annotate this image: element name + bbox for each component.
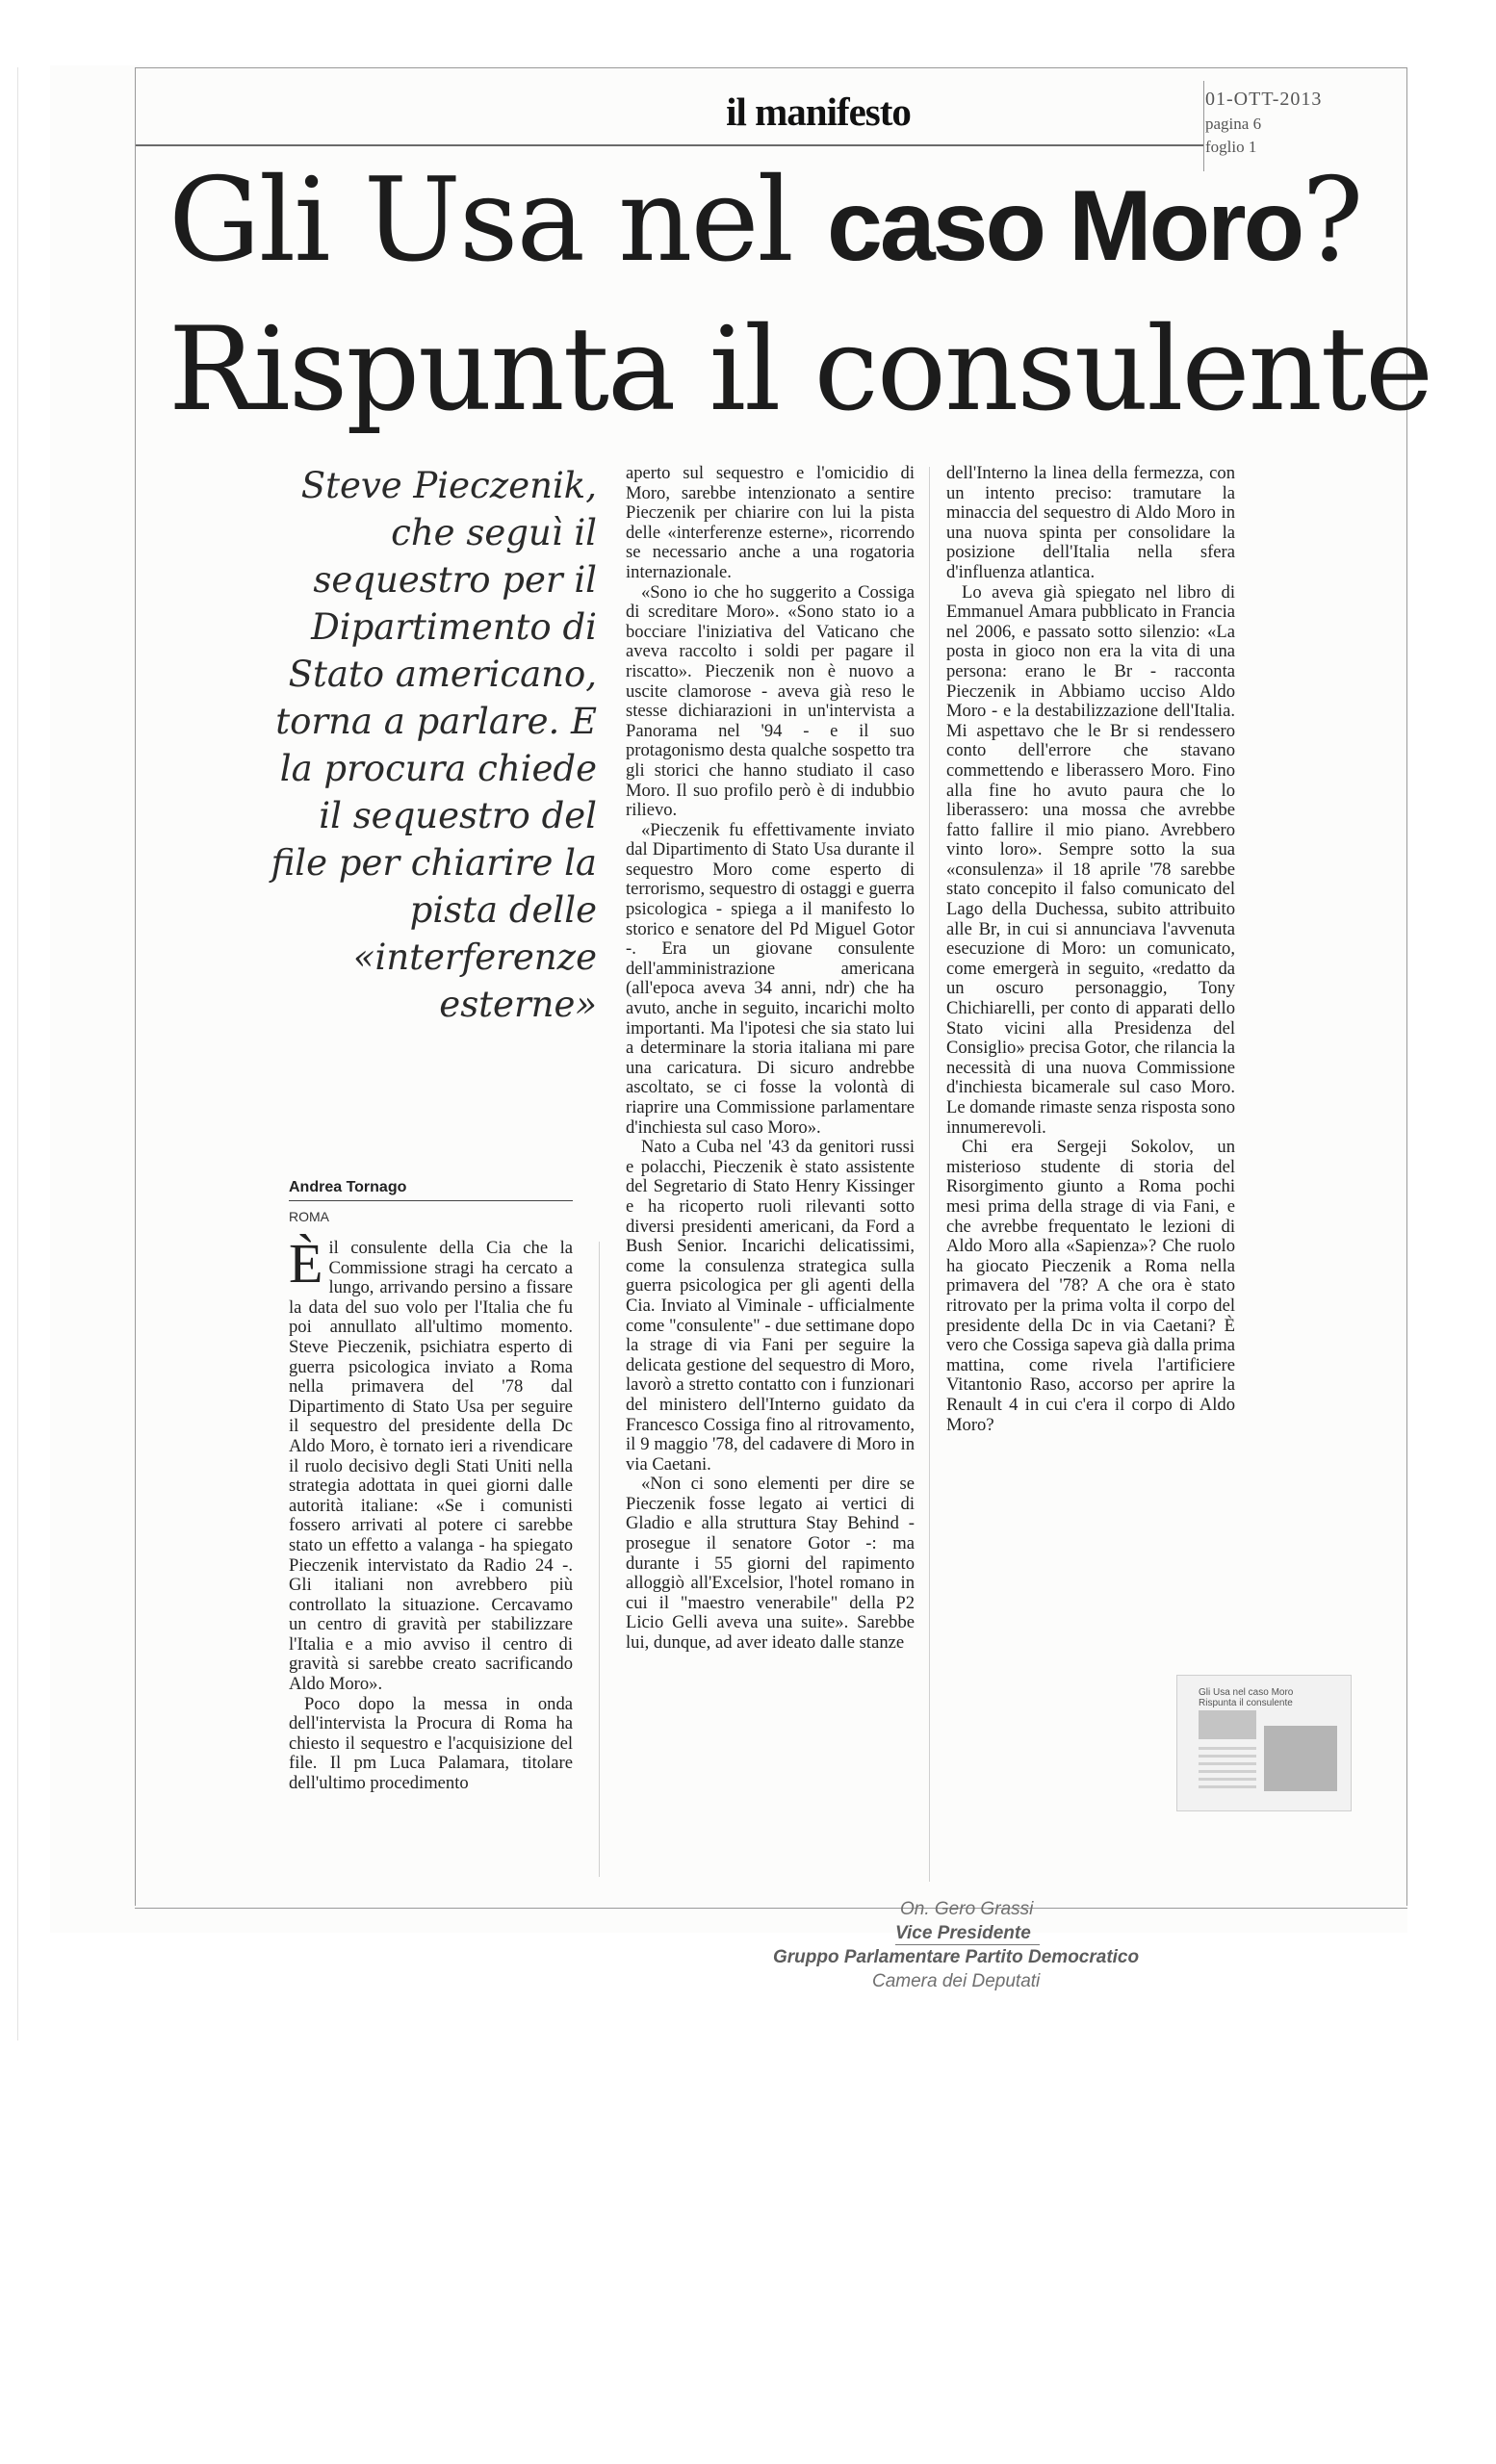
header-rule — [135, 144, 1203, 146]
paragraph-text: il consulente della Cia che la Commissione stragi ha cercato a lungo, arrivando persino a fissare la data del suo volo per l'Italia che fu poi annullato all'ultimo momento. Steve Pieczenik, psichiatra esperto di guerra psicologica inviato a Roma nella primavera del '78 dal Dipartimento di Stato Usa per seguire il sequestro del presidente della Dc Aldo Moro, è tornato ieri a rivendicare il ruolo decisivo degli Stati Uniti nella strategia adottata in quei giorni dalle autorità italiane: «Se i comunisti fossero arrivati al potere ci sarebbe stato un effetto a valanga - ha spiegato Pieczenik intervistato da Radio 24 -. Gli italiani non avrebbero più controllato la situazione. Cercavamo un centro di gravità per stabilizzare l'Italia e a mio avviso il centro di gravità si sarebbe creato sacrificando Aldo Moro». — [289, 1238, 573, 1695]
top-frame-rule — [135, 67, 1407, 68]
thumbnail-text-block — [1199, 1710, 1256, 1739]
paragraph: dell'Interno la linea della fermezza, con un intento preciso: tramutare la minaccia del sequestro di Aldo Moro in una nuova spinta per consolidare la posizione dell'Italia nella sfera d'influenza atlantica. — [946, 463, 1235, 582]
col-divider-2 — [929, 467, 930, 1882]
paragraph: Poco dopo la messa in onda dell'intervista la Procura di Roma ha chiesto il sequestro e l'acquisizione del file. Il pm Luca Palamara, titolare dell'ultimo procedimento — [289, 1693, 573, 1794]
byline-rule — [289, 1200, 573, 1201]
bottom-frame-rule — [135, 1908, 1407, 1909]
stamp-name: On. Gero Grassi — [900, 1899, 1034, 1919]
article-column-2 — [626, 464, 915, 1654]
paragraph: «Non ci sono elementi per dire se Pieczenik fosse legato ai vertici di Gladio e alla struttura Stay Behind - prosegue il senatore Gotor -: ma durante i 55 giorni del rapimento alloggiò all'Excelsior, l'hotel romano in cui il "maestro venerabile" della P2 Licio Gelli aveva una suite». Sarebbe lui, dunque, ad aver ideato dalle stanze — [626, 1474, 915, 1654]
paragraph: Lo aveva già spiegato nel libro di Emmanuel Amara pubblicato in Francia nel 2006, e passato sotto silenzio: «La posta in gioco non era la vita di una persona: erano le Br - racconta Pieczenik in Abbiamo ucciso Aldo Moro - e la destabilizzazione dell'Italia. Mi aspettavo che le Br si rendessero conto dell'errore che stavano commettendo e liberassero Moro. Fino alla fine ho avuto paura che lo liberassero: una mossa che avrebbe fatto fallire il mio piano. Avrebbero vinto loro». Sempre sotto la sua «consulenza» il 18 aprile '78 sarebbe stato concepito il falso comunicato del Lago della Duchessa, subito attribuito alle Br, in cui si annunciava l'avvenuta esecuzione di Moro: un comunicato, come emergerà in seguito, «redatto da un oscuro personaggio, Tony Chichiarelli, per conto di apparati dello Stato vicini alla Presidenza del Consiglio» precisa Gotor, che rilancia la necessità di una nuova Commissione d'inchiesta bicamerale sul caso Moro. Le domande rimaste senza risposta sono innumerevoli. — [946, 581, 1235, 1138]
date-box-left-rule — [1203, 81, 1204, 171]
headline-end: ? — [1302, 154, 1362, 288]
article-column-1 — [289, 1232, 573, 1794]
headline-line-1 — [168, 154, 1420, 288]
paragraph: Chi era Sergeji Sokolov, un misterioso studente di storia del Risorgimento giunto a Roma pochi mesi prima della strage di via Fani, e che avrebbe frequentato le lezioni di Aldo Moro alla «Sapienza»? Che ruolo ha giocato Pieczenik a Roma nella primavera del '78? A che ora è stato ritrovato per la prima volta il corpo del presidente della Dc in via Caetani? È vero che Cossiga sapeva già dalla prima mattina, come rivela l'artificiere Vitantonio Raso, accorso per aprire la Renault 4 in cui c'era il corpo di Aldo Moro? — [946, 1137, 1235, 1435]
stamp-role: Vice Presidente — [895, 1923, 1031, 1943]
paragraph: «Sono io che ho suggerito a Cossiga di screditare Moro». «Sono stato io a bocciare l'iniziativa del Vaticano che aveva raccolto i soldi per pagare il riscatto». Pieczenik non è nuovo a uscite clamorose - aveva già reso le stesse dichiarazioni in un'intervista a Panorama nel '94 - e il suo protagonismo desta qualche sospetto tra gli storici che hanno studiato il caso Moro. Il suo profilo però è di indubbio rilievo. — [626, 581, 915, 821]
publication-date: 01-OTT-2013 — [1205, 89, 1323, 110]
article-deck: Steve Pieczenik, che seguì il sequestro per il Dipartimento di Stato americano, torna a parlare. E la procura chiede il sequestro del file per chiarire la pista delle «interferenze esterne» — [271, 465, 597, 1025]
stamp-house: Camera dei Deputati — [872, 1971, 1041, 1991]
thumbnail-title-line-2: Rispunta il consulente — [1199, 1698, 1293, 1708]
thumbnail-line — [1199, 1778, 1256, 1781]
newspaper-masthead: il manifesto — [726, 90, 911, 134]
paragraph: Nato a Cuba nel '43 da genitori russi e polacchi, Pieczenik è stato assistente del Segretario di Stato Henry Kissinger e ha ricoperto ruoli rilevanti sotto diversi presidenti americani, da Ford a Bush Senior. Incarichi delicatissimi, come la consulenza strategica sulla guerra psicologica per gli agenti della Cia. Inviato al Viminale - ufficialmente come "consulente" - due settimane dopo la strage di via Fani per seguire la delicata gestione del sequestro di Moro, lavorò a stretto contatto con i funzionari del ministero dell'Interno guidato da Francesco Cossiga fino al ritrovamento, il 9 maggio '78, del cadavere di Moro in via Caetani. — [626, 1137, 915, 1475]
thumbnail-line — [1199, 1755, 1256, 1758]
headline-bold: caso Moro — [827, 170, 1303, 282]
left-frame-rule — [135, 67, 136, 1906]
paragraph — [289, 1232, 573, 1695]
thumbnail-line — [1199, 1770, 1256, 1773]
article-column-3 — [946, 464, 1235, 1435]
drop-cap: È — [289, 1232, 323, 1295]
thumbnail-title-line-1: Gli Usa nel caso Moro — [1199, 1687, 1294, 1698]
thumbnail-line — [1199, 1762, 1256, 1765]
byline-place: ROMA — [289, 1209, 329, 1224]
headline-line-2: Rispunta il consulente — [168, 303, 1432, 437]
paragraph: aperto sul sequestro e l'omicidio di Moro, sarebbe intenzionato a sentire Pieczenik per chiarire con lui la pista delle «interferenze esterne», ricorrendo se necessario anche a una rogatoria internazionale. — [626, 463, 915, 582]
page-thumbnail — [1176, 1675, 1352, 1811]
thumbnail-line — [1199, 1785, 1256, 1788]
paragraph: «Pieczenik fu effettivamente inviato dal Dipartimento di Stato Usa durante il sequestro Moro come esperto di terrorismo, sequestro di ostaggi e guerra psicologica - spiega a il manifesto lo storico e senatore del Pd Miguel Gotor -. Era un giovane consulente dell'amministrazione americana (all'epoca aveva 34 anni, ndr) che ha avuto, anche in seguito, incarichi molto importanti. Ma l'ipotesi che sia stato lui a determinare la storia italiana mi pare una caricatura. Di sicuro andrebbe ascoltato, se ci fosse la volontà di riaprire una Commissione parlamentare d'inchiesta sul caso Moro». — [626, 819, 915, 1138]
page-number: pagina 6 — [1205, 115, 1262, 133]
stamp-group: Gruppo Parlamentare Partito Democratico — [773, 1947, 1140, 1967]
thumbnail-line — [1199, 1747, 1256, 1750]
col-divider-1 — [599, 1242, 600, 1877]
byline-author: Andrea Tornago — [289, 1179, 407, 1195]
sheet-number: foglio 1 — [1205, 138, 1257, 156]
headline-start: Gli Usa nel — [168, 154, 827, 288]
stamp-underline — [895, 1944, 1040, 1945]
thumbnail-title — [1199, 1687, 1333, 1708]
thumbnail-photo — [1264, 1726, 1337, 1791]
margin-edge — [17, 67, 18, 2040]
date-block — [1205, 89, 1398, 157]
